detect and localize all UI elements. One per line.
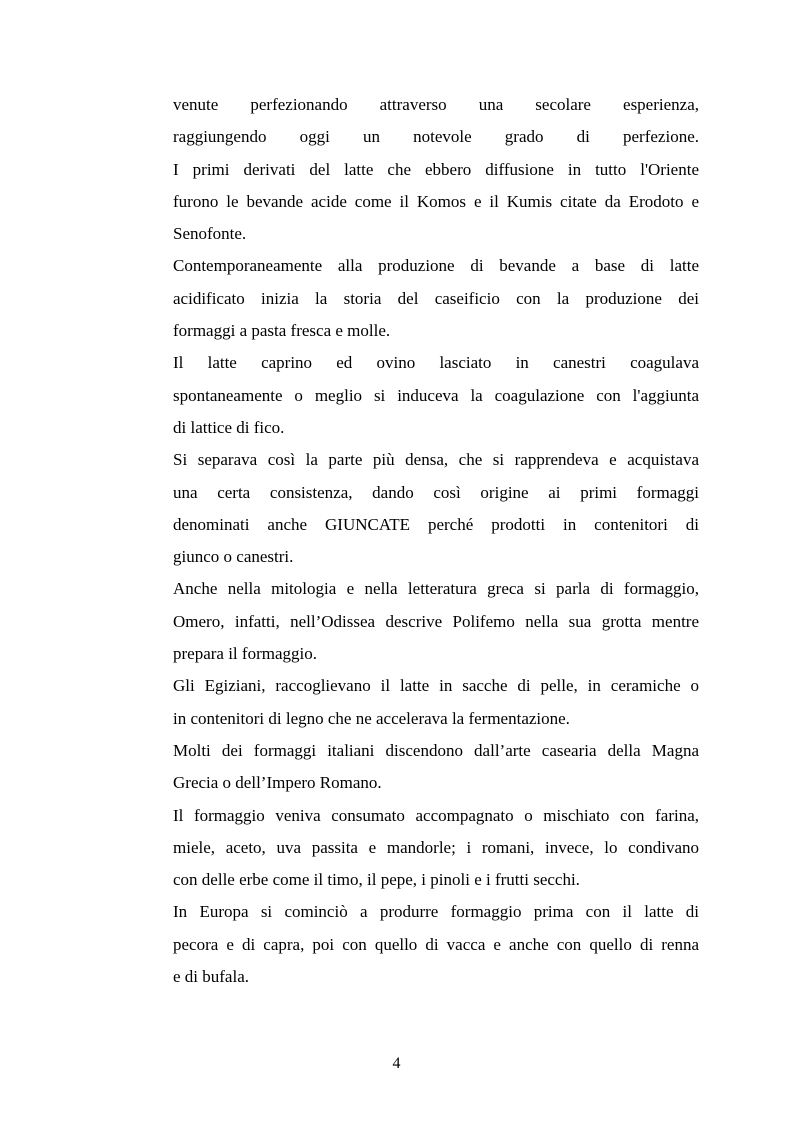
text-line: miele, aceto, uva passita e mandorle; i romani, invece, lo condivano <box>173 837 699 857</box>
text-line: in contenitori di legno che ne accelerava la fermentazione. <box>173 708 570 728</box>
text-line: formaggi a pasta fresca e molle. <box>173 321 391 341</box>
text-line: Si separava così la parte più densa, che si rapprendeva e acquistava <box>173 450 699 470</box>
text-line: furono le bevande acide come il Komos e il Kumis citate da Erodoto e <box>173 191 699 211</box>
page-number: 4 <box>392 1055 401 1072</box>
text-line: acidificato inizia la storia del caseificio con la produzione dei <box>173 288 699 308</box>
text-line: con delle erbe come il timo, il pepe, i pinoli e i frutti secchi. <box>173 870 580 890</box>
text-line: una certa consistenza, dando così origine ai primi formaggi <box>173 482 699 502</box>
text-line: e di bufala. <box>173 967 249 987</box>
text-line: Gli Egiziani, raccoglievano il latte in sacche di pelle, in ceramiche o <box>173 676 699 696</box>
text-line: Omero, infatti, nell’Odissea descrive Polifemo nella sua grotta mentre <box>173 611 699 631</box>
text-line: Senofonte. <box>173 224 247 244</box>
text-line: giunco o canestri. <box>173 547 294 567</box>
text-line: Molti dei formaggi italiani discendono dall’arte casearia della Magna <box>173 740 699 760</box>
text-line: venute perfezionando attraverso una secolare esperienza, <box>173 95 699 114</box>
text-line: raggiungendo oggi un notevole grado di perfezione. <box>173 127 699 147</box>
body-text <box>173 89 699 993</box>
text-line: Il latte caprino ed ovino lasciato in canestri coagulava <box>173 353 699 373</box>
text-line: Grecia o dell’Impero Romano. <box>173 773 382 793</box>
text-line: Anche nella mitologia e nella letteratura greca si parla di formaggio, <box>173 579 699 599</box>
text-line: spontaneamente o meglio si induceva la coagulazione con l'aggiunta <box>173 385 699 405</box>
text-line: prepara il formaggio. <box>173 644 317 664</box>
text-line: Contemporaneamente alla produzione di bevande a base di latte <box>173 256 699 276</box>
text-line: In Europa si cominciò a produrre formaggio prima con il latte di <box>173 902 699 922</box>
text-line: di lattice di fico. <box>173 417 285 437</box>
text-line: pecora e di capra, poi con quello di vacca e anche con quello di renna <box>173 934 699 954</box>
text-line: Il formaggio veniva consumato accompagnato o mischiato con farina, <box>173 805 699 825</box>
text-line: denominati anche GIUNCATE perché prodotti in contenitori di <box>173 514 699 534</box>
text-line: I primi derivati del latte che ebbero diffusione in tutto l'Oriente <box>173 159 699 179</box>
